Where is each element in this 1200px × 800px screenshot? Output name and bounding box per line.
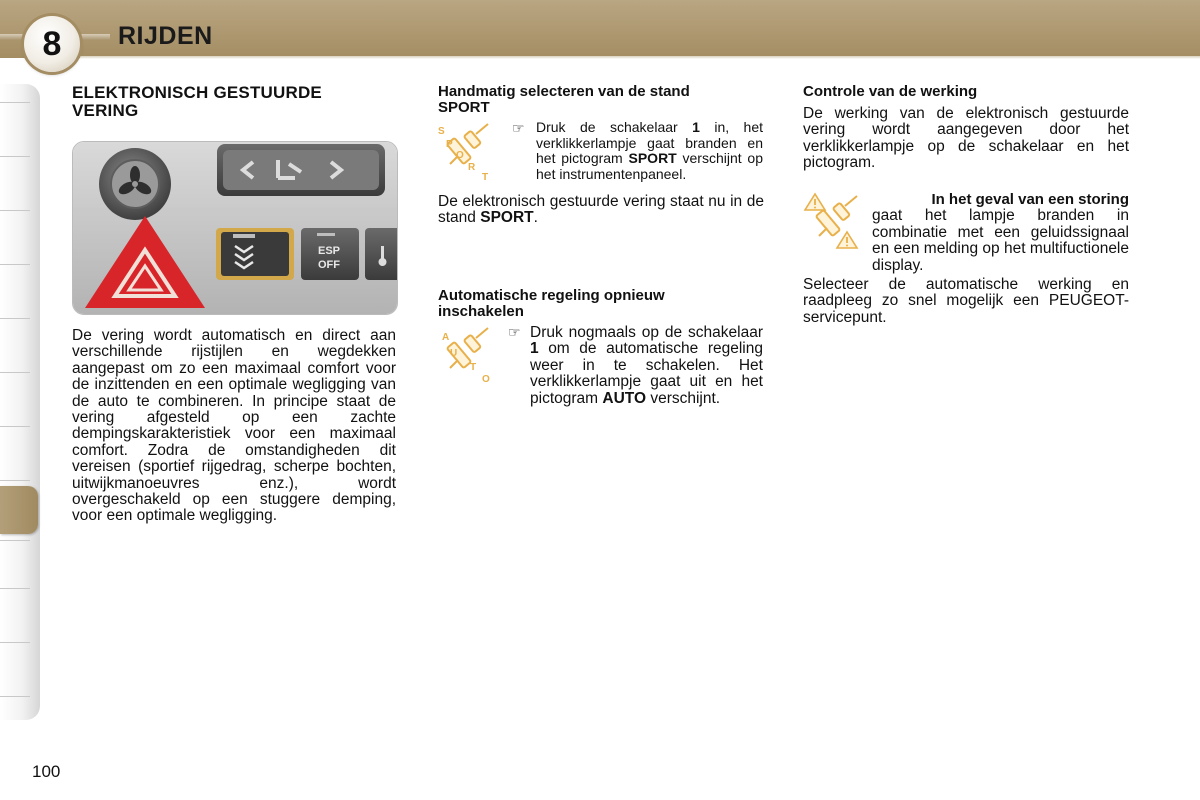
tab-divider bbox=[0, 102, 30, 103]
text-run: . bbox=[533, 209, 538, 227]
chapter-number-badge: 8 bbox=[24, 16, 80, 72]
tab-divider bbox=[0, 696, 30, 697]
text-run: om de automatische regeling weer in te schakelen. Het verklikkerlampje gaat uit en het pictogram bbox=[530, 340, 763, 407]
esp-off-label-line1: ESP bbox=[317, 245, 341, 257]
storing-followup-text: Selecteer de automatische werking en raadpleeg zo snel mogelijk een PEUGEOT-servicepunt. bbox=[803, 276, 1129, 326]
tab-divider bbox=[0, 318, 30, 319]
sport-pictogram-letters bbox=[438, 126, 488, 182]
esp-off-button-icon bbox=[301, 228, 359, 280]
sport-instruction bbox=[536, 120, 763, 182]
pictogram-letter: A bbox=[442, 332, 450, 343]
controle-text: De werking van de elektronisch gestuurde vering wordt aangegeven door het verklikkerlampje op de schakelaar en het pictogram. bbox=[803, 105, 1129, 172]
page-number: 100 bbox=[32, 762, 61, 781]
pointing-hand-icon: ☞ bbox=[508, 324, 521, 340]
header-divider bbox=[80, 56, 1200, 59]
storing-title: In het geval van een storing bbox=[931, 191, 1129, 208]
sport-keyword: SPORT bbox=[480, 209, 534, 227]
tab-divider bbox=[0, 426, 30, 427]
storing-block bbox=[872, 192, 1129, 274]
header-white-curve bbox=[0, 58, 1200, 80]
sport-instruction-text bbox=[536, 120, 763, 182]
pictogram-letter: P bbox=[446, 139, 453, 150]
sport-suspension-pictogram bbox=[436, 120, 496, 182]
pointing-hand-icon: ☞ bbox=[512, 120, 525, 136]
partial-button-icon bbox=[365, 228, 397, 280]
tab-divider bbox=[0, 540, 30, 541]
tab-divider bbox=[0, 642, 30, 643]
section-title-vering bbox=[72, 84, 402, 120]
pictogram-letter: S bbox=[438, 126, 445, 137]
suspension-switch-icon bbox=[216, 228, 294, 280]
section-title-line: Automatische regeling opnieuw bbox=[438, 287, 665, 304]
auto-keyword: AUTO bbox=[602, 389, 647, 407]
pictogram-letter: O bbox=[482, 374, 490, 384]
tab-divider bbox=[0, 372, 30, 373]
sport-result bbox=[438, 194, 764, 227]
text-run: Druk de schakelaar bbox=[536, 119, 693, 135]
switch-number: 1 bbox=[530, 340, 539, 358]
text-run: Druk nogmaals op de schakelaar bbox=[530, 324, 763, 341]
warning-triangle-icon bbox=[837, 232, 857, 248]
intro-text: De vering wordt automatisch en direct aan verschillende rijstijlen en wegdekken aangepast om zo een maximaal comfort voor de inzittenden en een optimale wegligging van de auto te combineren. In principe staat de vering afgesteld op een zachte dempingskarakteristiek voor een maximaal comfort. Zodra de omstandigheden dit vereisen (sportief rijgedrag, scherpe bochten, uitwijkmanoeuvres enz.), wordt overgeschakeld op een stuggere demping, voor een optimale wegligging. bbox=[72, 327, 396, 525]
section-title-line: ELEKTRONISCH GESTUURDE bbox=[72, 83, 322, 102]
section-title-auto bbox=[438, 288, 764, 320]
storing-text: gaat het lampje branden in combinatie met een geluidssignaal en een melding op het multifuctionele display. bbox=[872, 207, 1129, 274]
tab-divider bbox=[0, 264, 30, 265]
section-title-line: SPORT bbox=[438, 99, 490, 116]
tab-divider bbox=[0, 156, 30, 157]
fan-knob-icon bbox=[99, 148, 171, 220]
intro-paragraph bbox=[72, 328, 396, 525]
storing-followup bbox=[803, 277, 1129, 326]
pictogram-letter: U bbox=[450, 348, 458, 359]
pictogram-letter: T bbox=[482, 172, 489, 182]
auto-suspension-pictogram bbox=[436, 326, 496, 384]
section-title-sport bbox=[438, 84, 764, 116]
switch-number: 1 bbox=[692, 119, 700, 135]
sport-keyword: SPORT bbox=[628, 150, 677, 166]
dashboard-photo-drawing bbox=[73, 142, 397, 314]
section-title-line: VERING bbox=[72, 101, 139, 120]
dashboard-switch-photo bbox=[72, 141, 398, 315]
section-title-line: Controle van de werking bbox=[803, 83, 978, 100]
seat-adjust-button-icon bbox=[217, 144, 385, 196]
chapter-tab-strip bbox=[0, 84, 40, 720]
tab-divider bbox=[0, 588, 30, 589]
section-title-line: Handmatig selecteren van de stand bbox=[438, 83, 690, 100]
pictogram-letter: O bbox=[456, 150, 464, 161]
sport-result-text bbox=[438, 194, 764, 227]
text-run: verschijnt. bbox=[646, 389, 721, 407]
text-run: in, het verklikkerlampje gaat branden en het pictogram bbox=[536, 119, 763, 166]
chapter-tab-active[interactable] bbox=[0, 486, 38, 534]
section-title-line: inschakelen bbox=[438, 303, 524, 320]
section-title-controle bbox=[803, 84, 1129, 100]
pictogram-letter: T bbox=[470, 362, 477, 373]
warning-triangle-icon bbox=[805, 194, 825, 210]
auto-instruction-text bbox=[530, 325, 763, 407]
text-run: De elektronisch gestuurde vering staat nu in de stand bbox=[438, 193, 764, 227]
suspension-fault-pictogram bbox=[803, 192, 863, 252]
pictogram-letter: R bbox=[468, 162, 476, 173]
tab-divider bbox=[0, 210, 30, 211]
controle-paragraph bbox=[803, 106, 1129, 172]
auto-instruction bbox=[530, 325, 763, 407]
esp-off-label-line2: OFF bbox=[318, 259, 340, 271]
chapter-title: RIJDEN bbox=[118, 22, 213, 50]
text-run: verschijnt op het instrumentenpaneel. bbox=[536, 150, 763, 182]
tab-divider bbox=[0, 480, 30, 481]
